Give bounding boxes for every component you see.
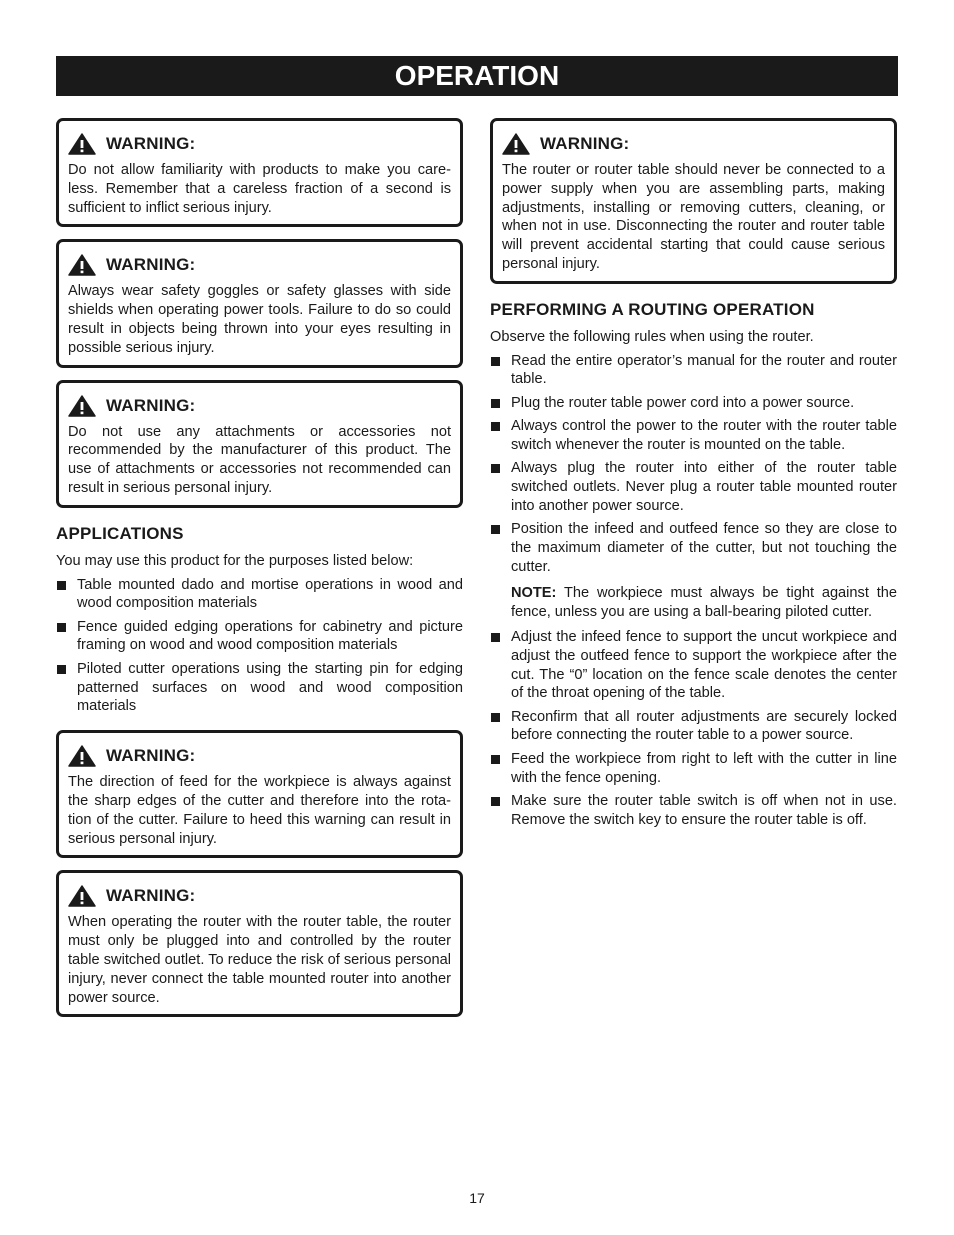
list-item: Make sure the router table switch is off when not in use. Remove the switch key to ensure the router table is off. (490, 792, 897, 830)
list-item: Reconfirm that all router adjustments are securely locked before connecting the router table to a power source. (490, 708, 897, 746)
warning-text: When operating the router with the router table, the router must only be plugged into and controlled by the router table switched outlet. To reduce the risk of serious personal injury, never connect the table mounted router into another power source. (68, 914, 451, 1006)
warning-box-feed-direction (56, 730, 463, 858)
warning-text: The direction of feed for the workpiece is always against the sharp edges of the cutter and therefore into the rota- tion of the cutter. Failure to heed this warning can result in serious personal injury. (68, 774, 451, 847)
warning-text: Do not use any attachments or accessories not recommended by the manufacturer of this product. The use of attachments or accessories not recommended can result in serious personal injury. (68, 423, 451, 496)
list-item: Read the entire operator’s manual for the router and router table. (490, 352, 897, 390)
note-label: NOTE: (511, 585, 557, 602)
warning-box-power-supply (490, 118, 897, 284)
right-column (490, 118, 897, 834)
warning-title: WARNING: (106, 395, 196, 415)
note-text: The workpiece must always be tight against the fence, unless you are using a ball-bearing piloted cutter. (511, 585, 897, 621)
routing-list-b (490, 628, 897, 829)
list-item: Plug the router table power cord into a power source. (490, 394, 897, 413)
routing-list-a (490, 352, 897, 577)
applications-heading: APPLICATIONS (56, 523, 184, 543)
warning-text: Always wear safety goggles or safety glasses with side shields when operating power tools. Failure to do so could result in objects being thrown into your eyes resulting in possible serious injury. (68, 283, 451, 356)
warning-title: WARNING: (540, 134, 630, 153)
list-item: Table mounted dado and mortise operations in wood and wood composition materials (56, 576, 463, 614)
list-item: Always plug the router into either of the router table switched outlets. Never plug a router table mounted router into another power source. (490, 459, 897, 515)
list-item: Piloted cutter operations using the starting pin for edging patterned surfaces on wood and wood composition materials (56, 660, 463, 716)
warning-box-switched-outlet (56, 870, 463, 1017)
warning-triangle-icon (502, 133, 530, 155)
applications-intro: You may use this product for the purposes listed below: (56, 552, 414, 569)
warning-triangle-icon (68, 745, 96, 767)
warning-triangle-icon (68, 885, 96, 907)
warning-title: WARNING: (106, 746, 196, 766)
warning-title: WARNING: (106, 886, 196, 906)
warning-triangle-icon (68, 133, 96, 155)
list-item: Feed the workpiece from right to left with the cutter in line with the fence opening. (490, 750, 897, 788)
list-item: Position the infeed and outfeed fence so they are close to the maximum diameter of the cutter, but not touching the cutter. (490, 520, 897, 576)
routing-heading: PERFORMING A ROUTING OPERATION (490, 299, 815, 319)
warning-box-familiarity (56, 118, 463, 227)
page-title: OPERATION (56, 56, 898, 96)
warning-triangle-icon (68, 254, 96, 276)
routing-intro: Observe the following rules when using the router. (490, 328, 814, 345)
left-column (56, 118, 463, 1029)
list-item: Adjust the infeed fence to support the uncut workpiece and adjust the outfeed fence to support the workpiece after the cut. The “0” location on the fence scale denotes the center of the throat opening of the table. (490, 628, 897, 703)
applications-list (56, 576, 463, 717)
warning-box-attachments (56, 380, 463, 508)
list-item: Fence guided edging operations for cabinetry and picture framing on wood and wood composition materials (56, 618, 463, 656)
warning-triangle-icon (68, 395, 96, 417)
warning-box-eye-protection (56, 239, 463, 367)
warning-text: The router or router table should never be connected to a power supply when you are assembling parts, making adjustments, installing or removing cutters, cleaning, or when not in use. Disconnecting the router and router table will prevent accidental starting that could cause serious personal injury. (502, 162, 885, 272)
warning-title: WARNING: (106, 134, 196, 153)
page-number: 17 (469, 1190, 485, 1206)
warning-title: WARNING: (106, 255, 196, 275)
routing-note (490, 584, 897, 622)
warning-text: Do not allow familiarity with products to make you care- less. Remember that a careless fraction of a second is sufficient to inflict serious injury. (68, 162, 451, 216)
list-item: Always control the power to the router with the router table switch whenever the router is mounted on the table. (490, 417, 897, 455)
